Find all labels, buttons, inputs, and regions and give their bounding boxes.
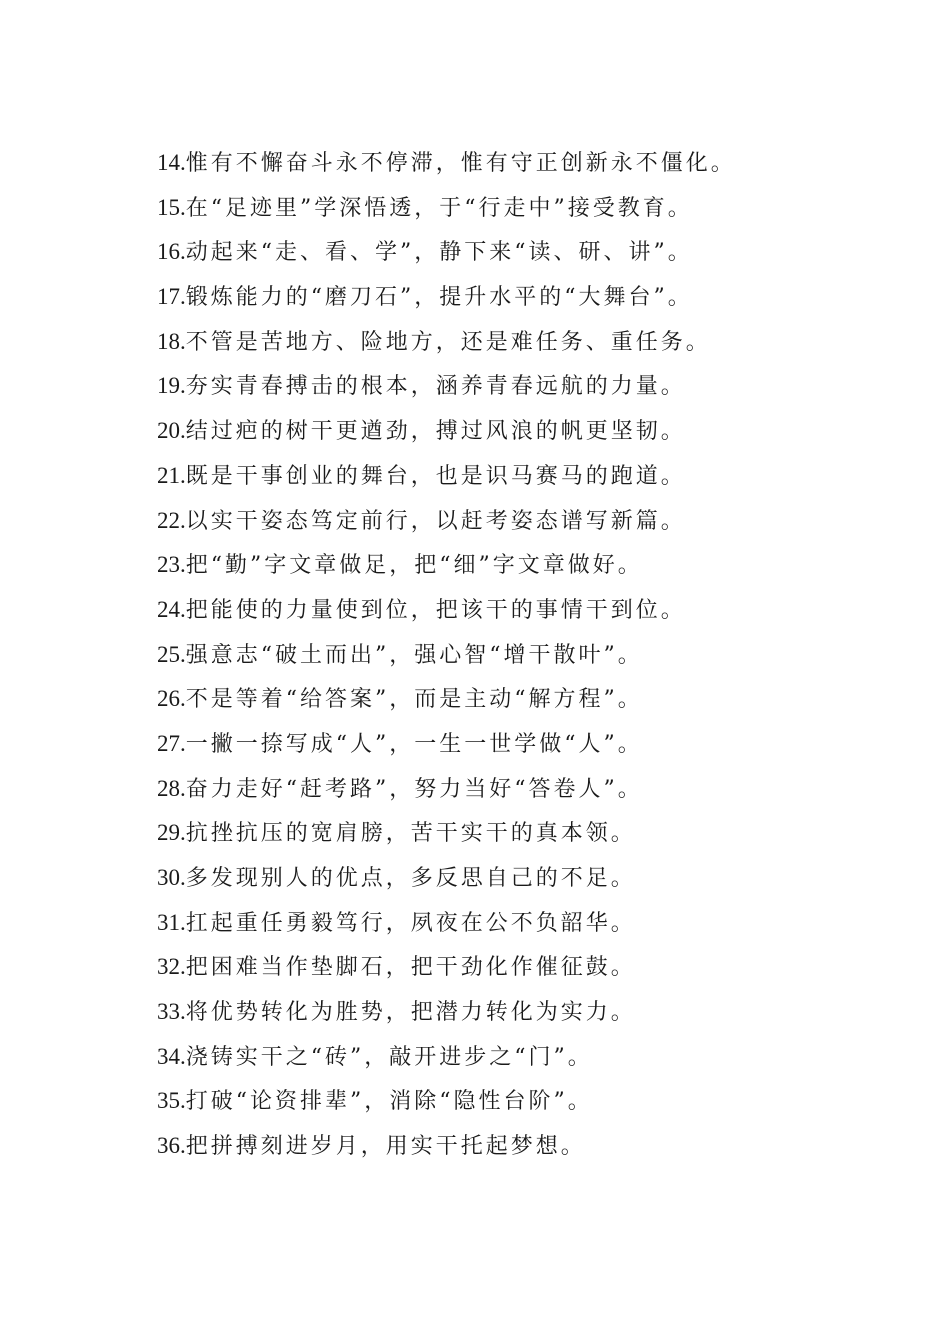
list-item [157,409,857,454]
item-number: 36. [157,1133,186,1159]
item-number: 23. [157,552,186,578]
list-item [157,543,857,588]
item-number: 21. [157,462,186,488]
list-item [157,945,857,990]
item-number: 14. [157,150,186,175]
list-item [157,588,857,633]
item-text: 一撇一捺写成“人”，一生一世学做“人”。 [185,731,643,757]
list-item [157,1035,857,1080]
item-text: 打破“论资排辈”，消除“隐性台阶”。 [185,1089,593,1115]
item-number: 16. [157,239,186,265]
item-number: 24. [157,596,186,622]
item-text: 奋力走好“赶考路”，努力当好“答卷人”。 [185,776,643,802]
item-text: 夯实青春搏击的根本，涵养青春远航的力量。 [185,374,686,400]
item-number: 17. [157,284,186,310]
list-item [157,1124,857,1169]
list-item [157,856,857,901]
item-number: 18. [157,328,186,354]
item-text: 把拼搏刻进岁月，用实干托起梦想。 [185,1134,586,1160]
item-number: 19. [157,373,186,399]
list-item [157,186,857,231]
item-text: 强意志“破土而出”，强心智“增干散叶”。 [185,642,643,668]
item-number: 34. [157,1043,186,1069]
list-item [157,1079,857,1124]
numbered-list [157,141,857,1169]
item-text: 扛起重任勇毅笃行，夙夜在公不负韶华。 [185,910,636,936]
item-text: 以实干姿态笃定前行，以赶考姿态谱写新篇。 [185,508,686,534]
list-item [157,722,857,767]
item-number: 25. [157,641,186,667]
list-item [157,454,857,499]
item-text: 把困难当作垫脚石，把干劲化作催征鼓。 [185,955,636,981]
item-text: 抗挫抗压的宽肩膀，苦干实干的真本领。 [185,821,636,847]
item-number: 26. [157,686,186,712]
item-text: 结过疤的树干更遒劲，搏过风浪的帆更坚韧。 [185,419,686,445]
item-number: 33. [157,999,186,1025]
item-number: 32. [157,954,186,980]
item-text: 将优势转化为胜势，把潜力转化为实力。 [185,1000,636,1026]
item-text: 惟有不懈奋斗永不停滞，惟有守正创新永不僵化。 [185,151,736,176]
list-item [157,364,857,409]
list-item [157,811,857,856]
item-text: 多发现别人的优点，多反思自己的不足。 [185,866,636,891]
list-item [157,990,857,1035]
item-number: 30. [157,865,186,890]
item-number: 28. [157,775,186,801]
item-text: 把“勤”字文章做足，把“细”字文章做好。 [185,553,643,579]
item-number: 27. [157,730,186,756]
list-item [157,275,857,320]
list-item [157,320,857,365]
item-text: 既是干事创业的舞台，也是识马赛马的跑道。 [185,463,686,489]
item-number: 29. [157,820,186,846]
list-item [157,499,857,544]
item-number: 22. [157,507,186,533]
item-text: 动起来“走、看、学”，静下来“读、研、讲”。 [185,240,693,266]
item-text: 锻炼能力的“磨刀石”，提升水平的“大舞台”。 [185,285,693,311]
list-item [157,141,857,186]
list-item [157,633,857,678]
item-number: 15. [157,194,186,220]
item-number: 20. [157,418,186,444]
item-number: 35. [157,1088,186,1114]
item-text: 把能使的力量使到位，把该干的事情干到位。 [185,597,686,623]
list-item [157,677,857,722]
item-text: 在“足迹里”学深悟透，于“行走中”接受教育。 [185,195,693,221]
list-item [157,230,857,275]
list-item [157,767,857,812]
list-item [157,901,857,946]
item-text: 不是等着“给答案”，而是主动“解方程”。 [185,687,643,713]
item-number: 31. [157,909,186,935]
item-text: 浇铸实干之“砖”，敲开进步之“门”。 [185,1044,593,1070]
item-text: 不管是苦地方、险地方，还是难任务、重任务。 [185,329,711,355]
